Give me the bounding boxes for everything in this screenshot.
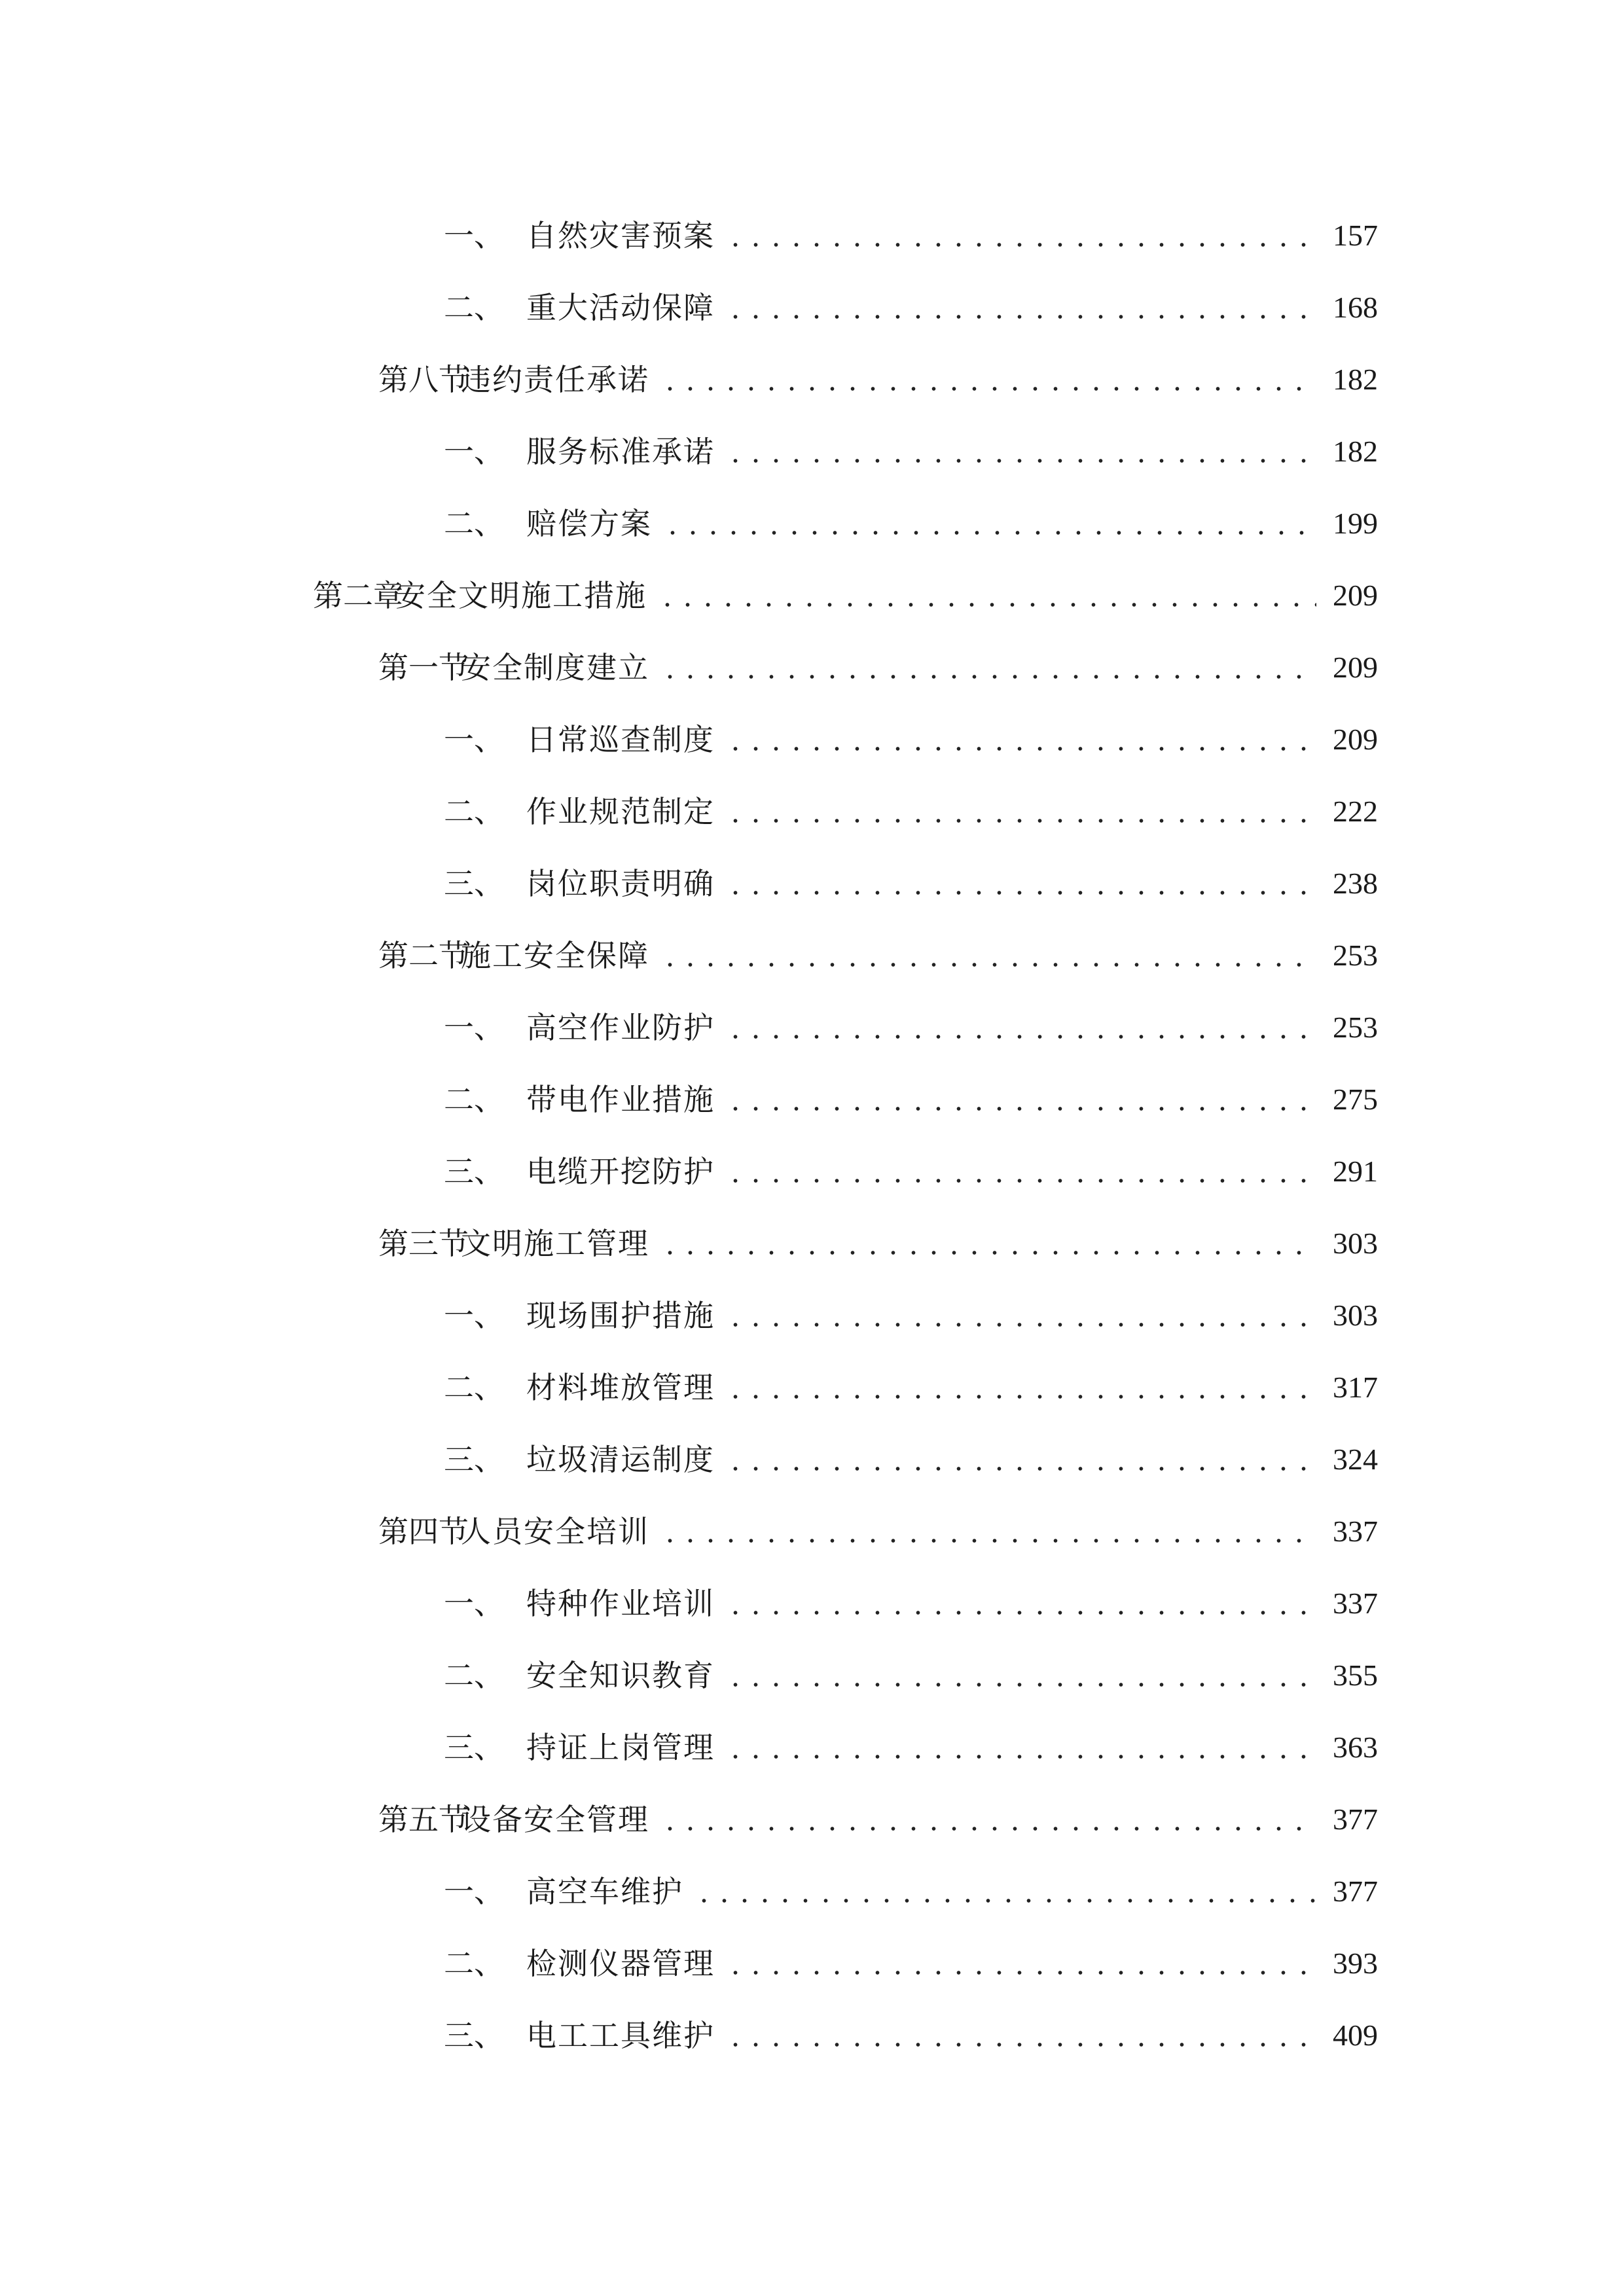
toc-entry[interactable] [444, 205, 1378, 251]
toc-entry-number: 一、 [444, 1586, 504, 1621]
toc-entry-title: 安全制度建立 [461, 650, 649, 685]
toc-dot-leader [721, 1013, 1316, 1043]
toc-entry-page: 355 [1333, 1659, 1378, 1692]
toc-entry-number: 二、 [444, 1082, 504, 1117]
toc-entry[interactable] [378, 349, 1378, 395]
toc-entry-title: 设备安全管理 [461, 1802, 649, 1837]
toc-entry-page: 337 [1333, 1587, 1378, 1620]
toc-entry[interactable] [444, 1141, 1378, 1187]
toc-dot-leader [653, 581, 1316, 611]
toc-entry-page: 209 [1333, 651, 1378, 684]
toc-dot-leader [656, 365, 1316, 395]
toc-entry-page: 377 [1333, 1803, 1378, 1836]
toc-entry-number: 二、 [444, 1946, 504, 1981]
toc-entry-title: 日常巡查制度 [526, 722, 715, 757]
toc-entry-page: 253 [1333, 1011, 1378, 1044]
toc-entry-number: 一、 [444, 722, 504, 757]
toc-entry-number: 一、 [444, 1010, 504, 1045]
toc-entry-title: 电缆开挖防护 [526, 1154, 715, 1189]
toc-entry-number: 一、 [444, 1298, 504, 1333]
toc-dot-leader [721, 1588, 1316, 1619]
toc-entry-page: 222 [1333, 795, 1378, 828]
toc-entry[interactable] [444, 709, 1378, 755]
toc-entry-page: 409 [1333, 2018, 1378, 2052]
toc-entry-number: 第二节 [378, 938, 469, 973]
toc-entry-page: 393 [1333, 1946, 1378, 1980]
toc-entry-number: 第五节 [378, 1802, 469, 1837]
toc-entry-title: 安全知识教育 [526, 1658, 715, 1693]
toc-entry-number: 一、 [444, 434, 504, 469]
toc-dot-leader [721, 293, 1316, 323]
toc-entry-title: 高空车维护 [526, 1874, 683, 1909]
toc-entry-page: 317 [1333, 1371, 1378, 1404]
toc-entry[interactable] [378, 637, 1378, 683]
toc-entry-page: 377 [1333, 1874, 1378, 1908]
toc-entry-title: 特种作业培训 [526, 1586, 715, 1621]
toc-entry[interactable] [444, 1573, 1378, 1619]
toc-entry-page: 324 [1333, 1443, 1378, 1476]
toc-entry-number: 三、 [444, 866, 504, 901]
toc-entry[interactable] [444, 1645, 1378, 1691]
toc-entry-number: 第一节 [378, 650, 469, 685]
toc-entry-title: 人员安全培训 [461, 1514, 649, 1549]
toc-entry-number: 第四节 [378, 1514, 469, 1549]
toc-dot-leader [721, 797, 1316, 827]
toc-entry[interactable] [444, 853, 1378, 899]
toc-entry[interactable] [313, 565, 1378, 611]
toc-entry-title: 现场围护措施 [526, 1298, 715, 1333]
toc-entry-title: 带电作业措施 [526, 1082, 715, 1117]
toc-entry[interactable] [378, 1789, 1378, 1835]
toc-entry-number: 第八节 [378, 362, 469, 397]
toc-dot-leader [721, 1157, 1316, 1187]
toc-dot-leader [656, 1516, 1316, 1547]
toc-dot-leader [721, 1444, 1316, 1475]
toc-entry-page: 253 [1333, 939, 1378, 972]
toc-entry-title: 服务标准承诺 [526, 434, 715, 469]
toc-entry-number: 一、 [444, 1874, 504, 1909]
toc-dot-leader [656, 1229, 1316, 1259]
toc-dot-leader [690, 1876, 1316, 1907]
toc-entry-number: 二、 [444, 290, 504, 325]
toc-entry[interactable] [444, 421, 1378, 467]
toc-entry[interactable] [444, 1861, 1378, 1907]
toc-entry-title: 违约责任承诺 [461, 362, 649, 397]
toc-entry-page: 291 [1333, 1155, 1378, 1188]
toc-entry-page: 238 [1333, 867, 1378, 900]
toc-entry[interactable] [444, 1069, 1378, 1115]
toc-entry[interactable] [444, 1429, 1378, 1475]
toc-entry-title: 施工安全保障 [461, 938, 649, 973]
toc-entry-title: 高空作业防护 [526, 1010, 715, 1045]
toc-entry-page: 363 [1333, 1731, 1378, 1764]
toc-dot-leader [721, 1372, 1316, 1403]
toc-entry-number: 三、 [444, 1730, 504, 1765]
toc-entry-number: 三、 [444, 1154, 504, 1189]
toc-dot-leader [656, 941, 1316, 971]
toc-entry[interactable] [444, 1357, 1378, 1403]
toc-entry-number: 第二章 [313, 578, 403, 613]
toc-entry-page: 199 [1333, 507, 1378, 540]
toc-entry[interactable] [444, 1717, 1378, 1763]
toc-entry-title: 自然灾害预案 [526, 218, 715, 253]
toc-entry[interactable] [444, 1933, 1378, 1979]
toc-entry[interactable] [444, 2005, 1378, 2051]
toc-entry-number: 二、 [444, 794, 504, 829]
toc-entry-page: 209 [1333, 723, 1378, 756]
toc-dot-leader [721, 1300, 1316, 1331]
toc-entry-title: 安全文明施工措施 [395, 578, 647, 613]
toc-entry-title: 电工工具维护 [526, 2018, 715, 2053]
toc-entry-page: 337 [1333, 1515, 1378, 1548]
toc-entry-title: 材料堆放管理 [526, 1370, 715, 1405]
toc-dot-leader [721, 1085, 1316, 1115]
toc-entry-page: 182 [1333, 363, 1378, 396]
toc-entry[interactable] [378, 1501, 1378, 1547]
toc-entry-number: 第三节 [378, 1226, 469, 1261]
toc-entry-title: 检测仪器管理 [526, 1946, 715, 1981]
toc-dot-leader [656, 653, 1316, 683]
toc-entry-page: 182 [1333, 435, 1378, 468]
toc-dot-leader [721, 437, 1316, 467]
toc-entry[interactable] [444, 781, 1378, 827]
toc-dot-leader [721, 2020, 1316, 2051]
toc-entry[interactable] [444, 997, 1378, 1043]
toc-entry-title: 作业规范制定 [526, 794, 715, 829]
toc-entry-page: 168 [1333, 291, 1378, 324]
toc-dot-leader [721, 869, 1316, 899]
toc-entry-number: 二、 [444, 1658, 504, 1693]
toc-entry-title: 垃圾清运制度 [526, 1442, 715, 1477]
toc-entry-page: 303 [1333, 1299, 1378, 1332]
toc-entry-number: 三、 [444, 1442, 504, 1477]
toc-dot-leader [659, 509, 1316, 539]
toc-entry-page: 275 [1333, 1083, 1378, 1116]
toc-entry-page: 157 [1333, 219, 1378, 252]
toc-entry[interactable] [378, 1213, 1378, 1259]
toc-dot-leader [721, 221, 1316, 251]
toc-entry-title: 持证上岗管理 [526, 1730, 715, 1765]
toc-entry-title: 赔偿方案 [526, 506, 652, 541]
toc-entry-title: 文明施工管理 [461, 1226, 649, 1261]
toc-entry-page: 303 [1333, 1227, 1378, 1260]
toc-dot-leader [721, 725, 1316, 755]
toc-dot-leader [721, 1948, 1316, 1979]
toc-entry-number: 一、 [444, 218, 504, 253]
toc-entry-title: 岗位职责明确 [526, 866, 715, 901]
toc-dot-leader [721, 1660, 1316, 1691]
toc-entry[interactable] [444, 493, 1378, 539]
toc-entry-title: 重大活动保障 [526, 290, 715, 325]
toc-entry[interactable] [378, 925, 1378, 971]
toc-entry[interactable] [444, 1285, 1378, 1331]
toc-dot-leader [721, 1732, 1316, 1763]
toc-entry[interactable] [444, 277, 1378, 323]
toc-entry-page: 209 [1333, 579, 1378, 612]
toc-dot-leader [656, 1804, 1316, 1835]
toc-entry-number: 二、 [444, 1370, 504, 1405]
toc-entry-number: 二、 [444, 506, 504, 541]
toc-entry-number: 三、 [444, 2018, 504, 2053]
